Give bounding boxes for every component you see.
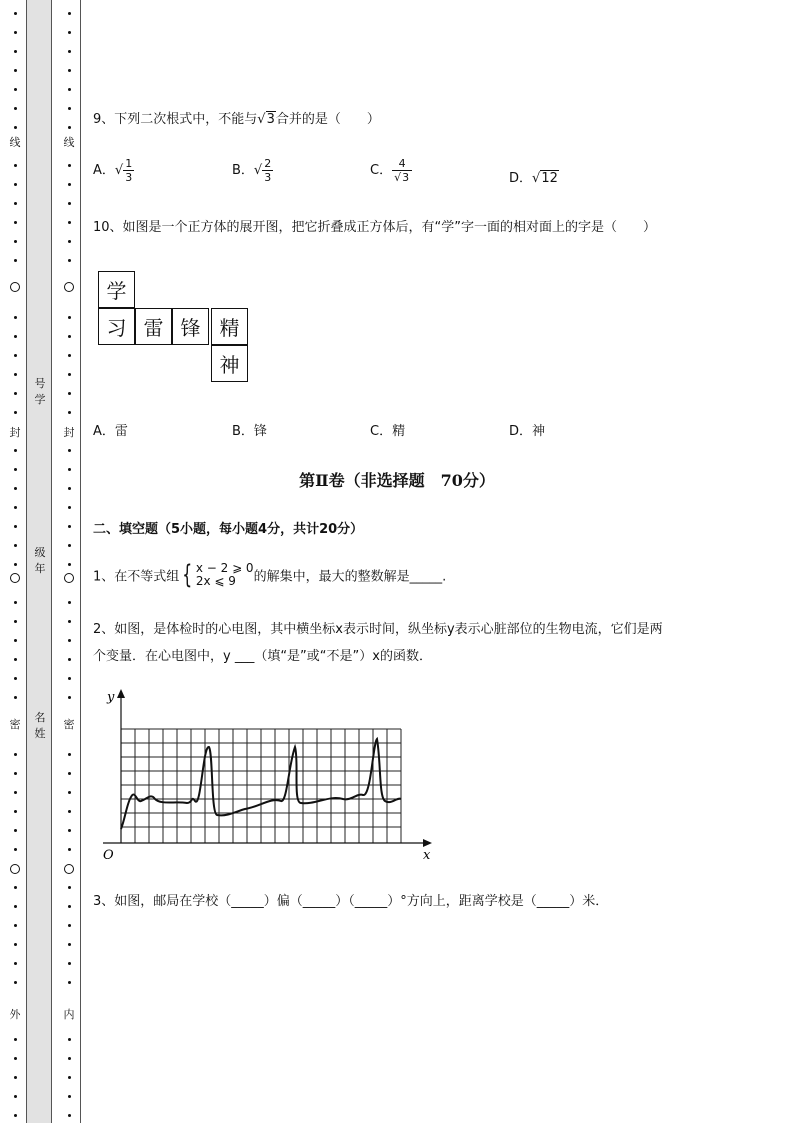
inner-margin-dot — [68, 848, 71, 851]
fill-question-1: 1、在不等式组 { x − 2 ⩾ 0 2x ⩽ 9 的解集中，最大的整数解是_____. — [93, 560, 447, 590]
outer-margin-dot — [14, 107, 17, 110]
outer-margin-dot — [14, 658, 17, 661]
inner-margin-dot — [68, 829, 71, 832]
fill-in-section-heading: 二、填空题（5小题，每小题4分，共计20分） — [93, 522, 364, 537]
outer-margin-dot — [14, 183, 17, 186]
outer-margin-dot — [14, 126, 17, 129]
outer-margin-dot — [14, 31, 17, 34]
outer-margin-dot — [14, 411, 17, 414]
outer-margin-dot — [14, 677, 17, 680]
outer-margin-dot — [14, 50, 17, 53]
inner-margin-dot — [68, 772, 71, 775]
outer-margin-dot — [14, 88, 17, 91]
outer-margin-dot — [14, 563, 17, 566]
q9-option-c: C． $\frac{4}{√3}$ — [370, 157, 412, 184]
outer-margin-char: 线 — [9, 136, 21, 149]
y-axis-arrow — [117, 689, 125, 698]
inner-margin-char: 内 — [63, 1008, 75, 1021]
outer-margin-dot — [14, 639, 17, 642]
outer-margin-char: 外 — [9, 1008, 21, 1021]
outer-margin-dot — [14, 886, 17, 889]
inner-margin-dot — [68, 696, 71, 699]
outer-margin-dot — [14, 772, 17, 775]
outer-margin-dot — [14, 164, 17, 167]
inner-margin-dot — [68, 563, 71, 566]
outer-margin-circle — [10, 864, 20, 874]
inner-margin-dot — [68, 601, 71, 604]
question-9-stem: 9、下列二次根式中，不能与√3合并的是（ ） — [93, 112, 380, 127]
outer-margin-dot — [14, 316, 17, 319]
outer-margin-dot — [14, 791, 17, 794]
outer-margin-dot — [14, 962, 17, 965]
q10-option-b: B．锋 — [232, 424, 267, 439]
outer-margin-dot — [14, 620, 17, 623]
outer-margin-dot — [14, 392, 17, 395]
q9-option-d: D．√12 — [509, 171, 558, 186]
outer-margin-dot — [14, 696, 17, 699]
x-axis-arrow — [423, 839, 432, 847]
inner-margin-char: 封 — [63, 426, 75, 439]
inner-margin-dot — [68, 791, 71, 794]
outer-margin-dot — [14, 924, 17, 927]
inner-binding-column — [54, 0, 80, 1123]
outer-margin-dot — [14, 943, 17, 946]
inner-margin-dot — [68, 905, 71, 908]
x-axis-label: x — [423, 848, 431, 863]
inner-margin-circle — [64, 573, 74, 583]
inner-margin-dot — [68, 316, 71, 319]
outer-binding-column — [0, 0, 26, 1123]
inner-margin-dot — [68, 544, 71, 547]
outer-margin-dot — [14, 12, 17, 15]
outer-margin-dot — [14, 335, 17, 338]
label-student-number: 号学 — [34, 377, 46, 406]
outer-margin-dot — [14, 506, 17, 509]
inner-margin-dot — [68, 639, 71, 642]
ecg-figure — [95, 685, 455, 865]
outer-margin-char: 密 — [9, 718, 21, 731]
label-name: 名姓 — [34, 711, 46, 740]
inner-margin-dot — [68, 126, 71, 129]
outer-margin-dot — [14, 69, 17, 72]
inner-margin-dot — [68, 981, 71, 984]
inner-margin-dot — [68, 753, 71, 756]
y-axis-label: y — [107, 690, 115, 705]
inner-margin-dot — [68, 1076, 71, 1079]
outer-margin-dot — [14, 1076, 17, 1079]
part-two-title: 第Ⅱ卷（非选择题 70分） — [299, 471, 495, 490]
q10-option-d: D．神 — [509, 424, 546, 439]
inner-margin-dot — [68, 392, 71, 395]
inner-margin-dot — [68, 354, 71, 357]
inner-margin-dot — [68, 335, 71, 338]
inner-margin-dot — [68, 12, 71, 15]
outer-margin-dot — [14, 848, 17, 851]
inner-margin-char: 线 — [63, 136, 75, 149]
net-face-xi: 习 — [98, 308, 135, 345]
inner-margin-dot — [68, 202, 71, 205]
inner-margin-dot — [68, 259, 71, 262]
inner-margin-dot — [68, 69, 71, 72]
inner-margin-dot — [68, 924, 71, 927]
net-face-shen: 神 — [211, 345, 248, 382]
inner-margin-dot — [68, 88, 71, 91]
net-face-xue: 学 — [98, 271, 135, 308]
q9-option-b: B．√ $\frac{2}{3}$ — [232, 157, 272, 184]
net-face-lei: 雷 — [135, 308, 172, 345]
outer-margin-dot — [14, 601, 17, 604]
inner-margin-dot — [68, 373, 71, 376]
outer-margin-dot — [14, 753, 17, 756]
outer-margin-dot — [14, 544, 17, 547]
outer-margin-char: 封 — [9, 426, 21, 439]
inner-margin-dot — [68, 506, 71, 509]
fill-question-2-line1: 2、如图，是体检时的心电图，其中横坐标x表示时间，纵坐标y表示心脏部位的生物电流，它们是两 — [93, 622, 663, 637]
outer-margin-dot — [14, 525, 17, 528]
outer-margin-dot — [14, 1114, 17, 1117]
fill-question-3: 3、如图，邮局在学校（_____）偏（_____）（_____）°方向上，距离学校是（_____）米． — [93, 894, 609, 909]
outer-margin-dot — [14, 354, 17, 357]
outer-margin-dot — [14, 1095, 17, 1098]
outer-margin-circle — [10, 282, 20, 292]
inner-margin-dot — [68, 50, 71, 53]
fill-question-2-line2: 个变量．在心电图中，y ___（填“是”或“不是”）x的函数． — [93, 649, 432, 664]
outer-margin-dot — [14, 1038, 17, 1041]
inner-margin-dot — [68, 411, 71, 414]
inner-margin-dot — [68, 107, 71, 110]
inner-margin-dot — [68, 962, 71, 965]
net-face-feng: 锋 — [172, 308, 209, 345]
inner-margin-dot — [68, 449, 71, 452]
student-info-band — [26, 0, 52, 1123]
inner-margin-dot — [68, 31, 71, 34]
ecg-grid — [121, 729, 401, 843]
origin-label: O — [103, 848, 114, 863]
outer-margin-dot — [14, 981, 17, 984]
inner-margin-dot — [68, 221, 71, 224]
inner-margin-dot — [68, 1057, 71, 1060]
inner-margin-dot — [68, 240, 71, 243]
inner-margin-dot — [68, 620, 71, 623]
label-grade: 级年 — [34, 546, 46, 575]
outer-margin-dot — [14, 373, 17, 376]
inner-margin-dot — [68, 183, 71, 186]
outer-margin-dot — [14, 259, 17, 262]
inner-margin-circle — [64, 282, 74, 292]
outer-margin-circle — [10, 573, 20, 583]
outer-margin-dot — [14, 240, 17, 243]
inner-margin-dot — [68, 525, 71, 528]
inner-margin-dot — [68, 164, 71, 167]
q10-option-a: A．雷 — [93, 424, 128, 439]
outer-margin-dot — [14, 449, 17, 452]
outer-margin-dot — [14, 829, 17, 832]
inner-margin-dot — [68, 1038, 71, 1041]
q9-option-a: A．√ $\frac{1}{3}$ — [93, 157, 133, 184]
outer-margin-dot — [14, 810, 17, 813]
inner-margin-dot — [68, 810, 71, 813]
inner-margin-dot — [68, 658, 71, 661]
outer-margin-dot — [14, 905, 17, 908]
inner-margin-dot — [68, 886, 71, 889]
inner-margin-dot — [68, 1095, 71, 1098]
inner-margin-char: 密 — [63, 718, 75, 731]
net-face-jing: 精 — [211, 308, 248, 345]
inner-margin-circle — [64, 864, 74, 874]
outer-margin-dot — [14, 202, 17, 205]
outer-margin-dot — [14, 221, 17, 224]
inner-margin-dot — [68, 1114, 71, 1117]
inner-margin-dot — [68, 677, 71, 680]
binding-line — [80, 0, 81, 1123]
outer-margin-dot — [14, 1057, 17, 1060]
q10-option-c: C．精 — [370, 424, 406, 439]
question-10-stem: 10、如图是一个正方体的展开图，把它折叠成正方体后，有“学”字一面的相对面上的字是（ ） — [93, 220, 657, 235]
inner-margin-dot — [68, 943, 71, 946]
